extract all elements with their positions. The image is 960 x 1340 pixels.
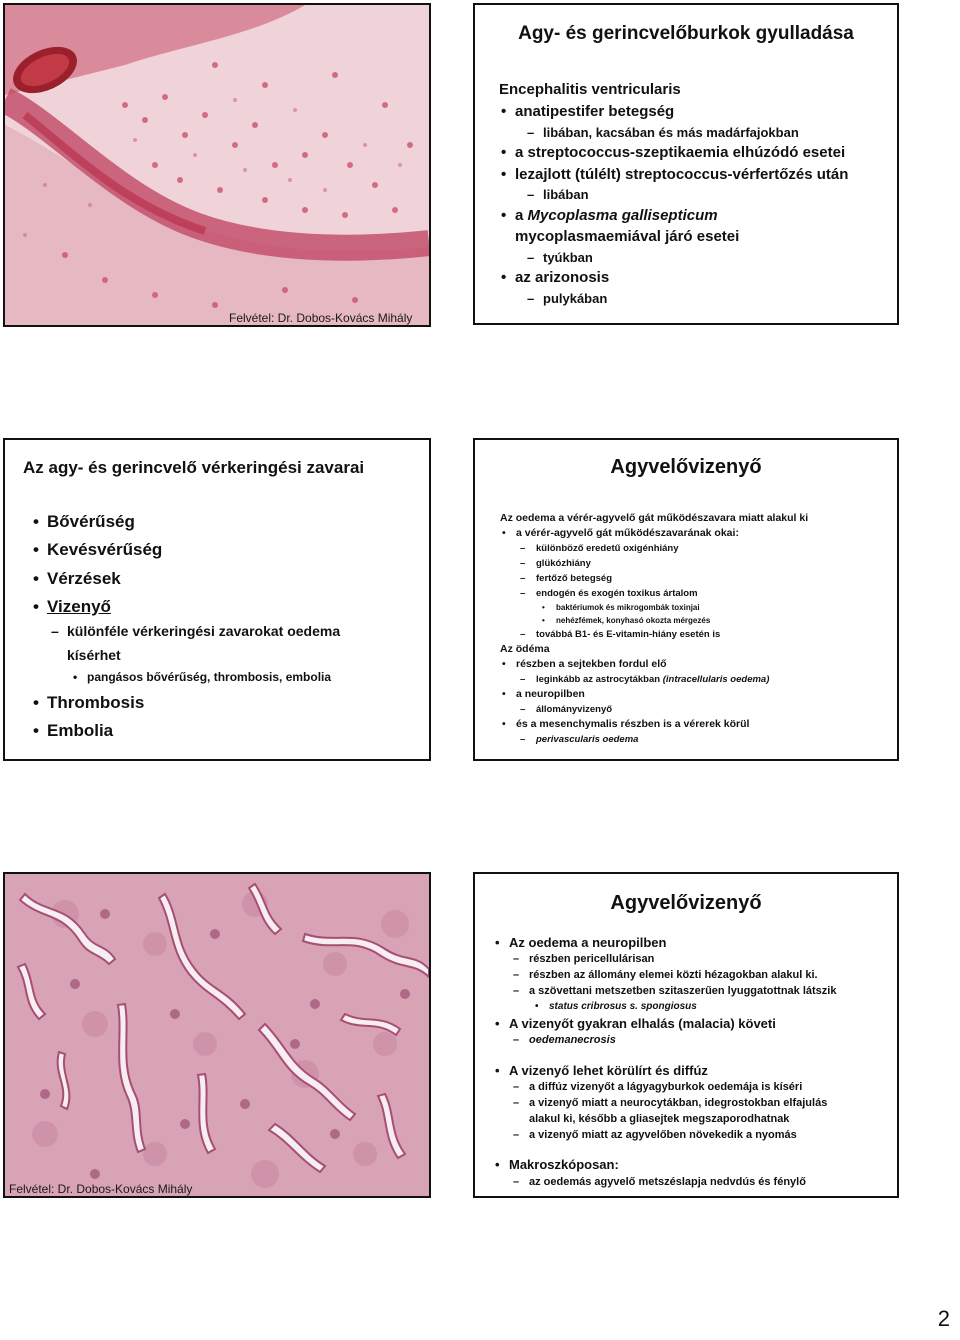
bullet-list [47, 504, 340, 742]
list-item [500, 643, 808, 656]
slide-3-text [3, 438, 431, 761]
list-item [536, 558, 808, 570]
list-item [529, 969, 836, 983]
item-text: libában [543, 187, 589, 203]
list-item [515, 228, 848, 247]
list-item [500, 512, 808, 525]
item-text: Vérzések [47, 568, 121, 588]
item-text: Bővérűség [47, 512, 135, 531]
list-item [47, 720, 340, 741]
item-text: Embolia [47, 721, 114, 741]
histology-image-oedema [5, 874, 429, 1196]
list-item [509, 1157, 836, 1173]
list-item [47, 596, 340, 617]
list-item [529, 1129, 836, 1143]
item-text: nehézfémek, konyhasó okozta mérgezés [556, 615, 711, 625]
list-item [47, 511, 340, 532]
item-text: állományvizenyő [536, 703, 613, 715]
photo-credit: Felvétel: Dr. Dobos-Kovács Mihály [229, 311, 413, 325]
item-text: Az ödéma [500, 642, 550, 655]
list-item [509, 1016, 836, 1032]
list-item [536, 543, 808, 555]
item-text: leginkább az astrocytákban [536, 673, 663, 685]
item-text: lezajlott (túlélt) streptococcus-vérfertőzés után [515, 165, 849, 183]
list-item [556, 616, 808, 626]
list-item [536, 573, 808, 585]
bullet-list [499, 103, 848, 308]
list-item [67, 647, 340, 665]
item-italic-text: perivascularis oedema [536, 733, 639, 745]
item-italic-text: oedemanecrosis [529, 1034, 616, 1047]
list-item [509, 1063, 836, 1079]
list-item [509, 1142, 836, 1154]
histology-image-meninges [5, 5, 429, 325]
item-text: pulykában [543, 291, 608, 306]
item-text: A vizenyőt gyakran elhalás (malacia) követi [509, 1016, 776, 1031]
list-item [516, 718, 808, 731]
list-item [543, 187, 848, 203]
slide-title: Az agy- és gerincvelő vérkeringési zavarai [23, 458, 365, 477]
item-text: anatipestifer betegség [515, 102, 675, 120]
slide-title: Agy- és gerincvelőburkok gyulladása [518, 23, 854, 44]
slide-5-photo [3, 872, 431, 1198]
item-text: kísérhet [67, 646, 121, 663]
item-text: részben pericellulárisan [529, 953, 655, 966]
item-text: továbbá B1- és E-vitamin-hiány esetén is [536, 628, 721, 640]
list-item [529, 1081, 836, 1095]
list-item [536, 704, 808, 716]
list-item [516, 688, 808, 701]
item-text: a streptococcus-szeptikaemia elhúzódó esetei [515, 143, 846, 161]
item-text: Makroszkóposan: [509, 1157, 619, 1173]
item-text: a vérér-agyvelő gát működészavarának okai: [516, 527, 739, 540]
slide-4-text [473, 438, 899, 761]
slide-title: Agyvelővizenyő [610, 456, 762, 478]
photo-credit: Felvétel: Dr. Dobos-Kovács Mihály [9, 1182, 193, 1196]
list-item [47, 692, 340, 713]
item-italic-text: (intracellularis oedema) [662, 673, 770, 685]
list-item [529, 1034, 836, 1048]
list-item [515, 166, 848, 185]
item-text: különféle vérkeringési zavarokat oedema [67, 623, 341, 639]
list-item [529, 1113, 836, 1127]
item-text: mycoplasmaemiával járó esetei [515, 228, 740, 246]
item-text: a [515, 206, 528, 224]
item-text: glükózhiány [536, 558, 591, 570]
slide-2-text [473, 3, 899, 325]
list-item [515, 103, 848, 122]
list-item [509, 935, 836, 951]
item-text: A vizenyő lehet körülírt és diffúz [509, 1063, 708, 1078]
item-italic-text: status cribrosus s. spongiosus [549, 1000, 697, 1012]
item-text: fertőző betegség [536, 573, 613, 584]
item-text: az arizonosis [515, 269, 610, 287]
bullet-list [500, 510, 808, 746]
list-item [536, 629, 808, 641]
item-text: a neuropilben [516, 687, 585, 700]
slide-heading: Encephalitis ventricularis [499, 81, 681, 98]
item-text: alakul ki, később a gliasejtek megszaporodhatnak [529, 1112, 790, 1125]
item-text: Az oedema a vérér-agyvelő gát működészavara miatt alakul ki [500, 512, 809, 524]
item-text: Thrombosis [47, 693, 145, 712]
item-text: tyúkban [543, 250, 593, 265]
list-item [536, 674, 808, 686]
list-item [536, 588, 808, 600]
slide-6-text [473, 872, 899, 1198]
item-italic-text: Mycoplasma gallisepticum [527, 206, 718, 224]
item-text: részben a sejtekben fordul elő [516, 657, 667, 670]
item-text: Az oedema a neuropilben [509, 935, 667, 950]
item-text: libában, kacsában és más madárfajokban [543, 124, 799, 140]
item-text: pangásos bővérűség, thrombosis, embolia [87, 670, 332, 684]
item-text: részben az állomány elemei közti hézagokban alakul ki. [529, 969, 818, 981]
list-item [536, 734, 808, 746]
list-item [47, 568, 340, 589]
list-item [87, 670, 340, 685]
list-item [67, 623, 340, 641]
item-text: Kevésvérűség [47, 540, 163, 560]
slide-1-photo [3, 3, 431, 327]
item-text: a diffúz vizenyőt a lágyagyburkok oedemája is kíséri [529, 1081, 803, 1094]
list-item [543, 125, 848, 141]
item-text: az oedemás agyvelő metszéslapja nedvdús és fénylő [529, 1175, 806, 1188]
item-text: és a mesenchymalis részben is a vérerek körül [516, 717, 750, 730]
list-item [549, 1001, 836, 1014]
list-item [47, 539, 340, 560]
list-item [509, 1048, 836, 1060]
item-text: a vizenyő miatt az agyvelőben növekedik a nyomás [529, 1128, 797, 1141]
list-item [516, 658, 808, 671]
list-item [515, 144, 848, 163]
slide-title: Agyvelővizenyő [610, 892, 762, 914]
item-text: Vizenyő [47, 596, 111, 616]
item-text: endogén és exogén toxikus ártalom [536, 587, 698, 599]
slide-body [499, 81, 848, 307]
list-item [515, 207, 848, 226]
item-text: baktériumok és mikrogombák toxinjai [556, 602, 700, 612]
list-item [515, 269, 848, 288]
item-text: a szövettani metszetben szitaszerűen lyuggatottnak látszik [529, 984, 837, 997]
item-text: a vizenyő miatt a neurocytákban, idegrostokban elfajulás [529, 1097, 828, 1109]
bullet-list [509, 932, 836, 1189]
list-item [543, 291, 848, 307]
list-item [516, 527, 808, 540]
list-item [529, 985, 836, 999]
list-item [529, 1176, 836, 1190]
list-item [556, 603, 808, 613]
list-item [529, 953, 836, 967]
list-item [543, 250, 848, 266]
page-number: 2 [937, 1306, 950, 1331]
item-text: különböző eredetű oxigénhiány [536, 543, 679, 555]
list-item [529, 1097, 836, 1111]
